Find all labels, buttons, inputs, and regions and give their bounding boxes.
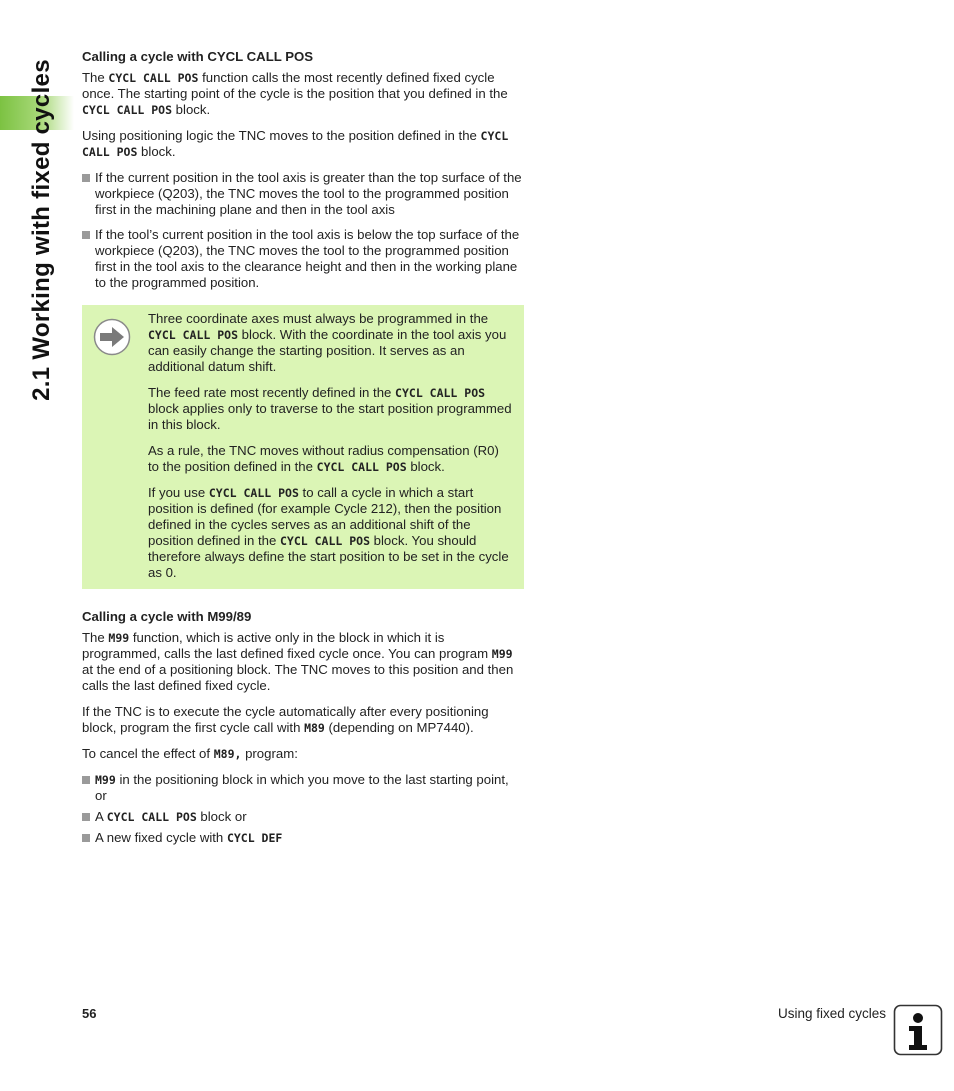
chapter-title: 2.1 Working with fixed cycles	[28, 59, 55, 401]
note-paragraph: As a rule, the TNC moves without radius compensation (R0) to the position defined in the CYCL CALL POS block.	[148, 443, 499, 474]
note-box	[82, 305, 524, 589]
paragraph: Using positioning logic the TNC moves to the position defined in the CYCL CALL POS block.	[82, 128, 509, 159]
note-paragraph: If you use CYCL CALL POS to call a cycle in which a start position is defined (for example Cycle 212), then the position defined in the cycles serves as an additional shift of the position defined in the CYCL CALL POS block. You should therefore always define the start position to be set in the cycle as 0.	[148, 485, 509, 580]
list-item: If the tool’s current position in the tool axis is below the top surface of the workpiece (Q203), the TNC moves the tool to the programmed position first in the tool axis to the clearance height and then in the working plane to the programmed position.	[82, 227, 524, 291]
section-heading-m99: Calling a cycle with M99/89	[82, 609, 252, 624]
footer-title: Using fixed cycles	[777, 1006, 886, 1021]
bullet-list	[82, 170, 524, 291]
arrow-right-icon	[92, 317, 132, 357]
bullet-list	[82, 772, 524, 846]
main-content	[82, 49, 524, 856]
page-number: 56	[82, 1006, 97, 1021]
paragraph: To cancel the effect of M89, program:	[82, 746, 298, 761]
list-item: A new fixed cycle with CYCL DEF	[82, 830, 524, 846]
note-paragraph: The feed rate most recently defined in the CYCL CALL POS block applies only to traverse to the start position programmed in this block.	[148, 385, 512, 432]
paragraph: The CYCL CALL POS function calls the most recently defined fixed cycle once. The starting point of the cycle is the position that you defined in the CYCL CALL POS block.	[82, 70, 508, 117]
info-icon	[893, 1004, 943, 1056]
list-item: M99 in the positioning block in which you move to the last starting point, or	[82, 772, 524, 804]
paragraph: If the TNC is to execute the cycle automatically after every positioning block, program the first cycle call with M89 (depending on MP7440).	[82, 704, 489, 735]
paragraph: The M99 function, which is active only in the block in which it is programmed, calls the last defined fixed cycle once. You can program M99 at the end of a positioning block. The TNC moves to this position and then calls the last defined fixed cycle.	[82, 630, 514, 693]
note-paragraph: Three coordinate axes must always be programmed in the CYCL CALL POS block. With the coordinate in the tool axis you can easily change the starting position. It serves as an additional datum shift.	[148, 311, 507, 374]
list-item: A CYCL CALL POS block or	[82, 809, 524, 825]
list-item: If the current position in the tool axis is greater than the top surface of the workpiece (Q203), the TNC moves the tool to the programmed position first in the machining plane and then in the tool axis	[82, 170, 524, 218]
section-heading-cycl-call-pos: Calling a cycle with CYCL CALL POS	[82, 49, 314, 64]
